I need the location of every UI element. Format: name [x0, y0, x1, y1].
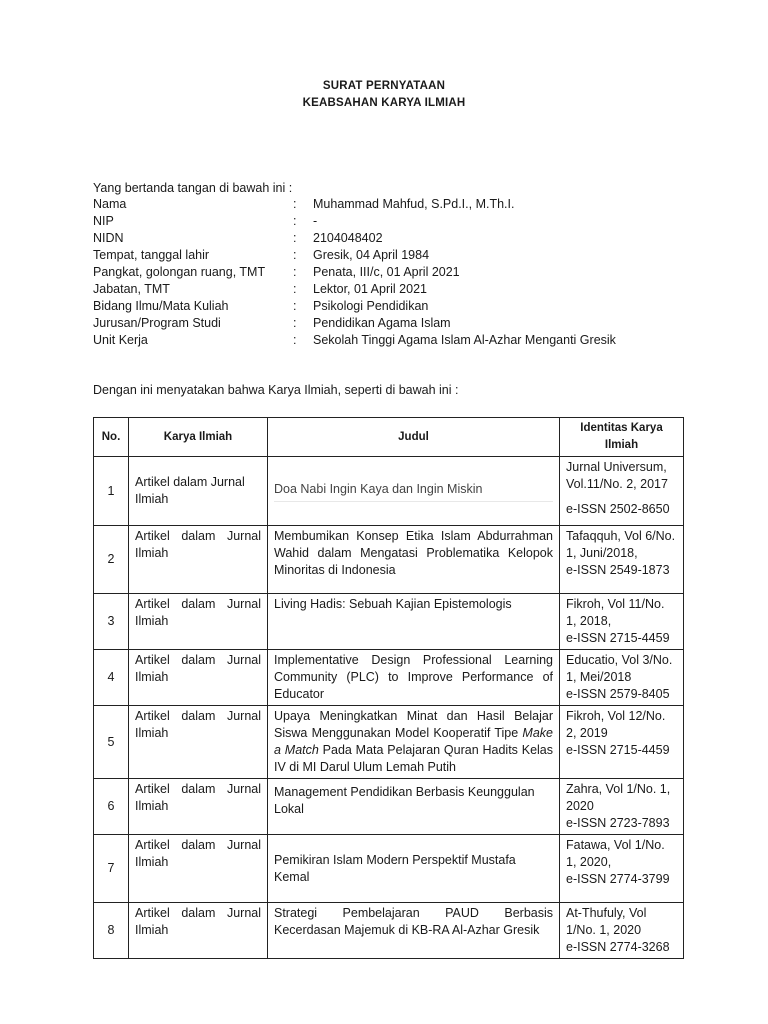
row-identitas: Zahra, Vol 1/No. 1, 2020 [566, 782, 671, 813]
statement-text: Dengan ini menyatakan bahwa Karya Ilmiah, seperti di bawah ini : [93, 383, 459, 397]
field-label: Jurusan/Program Studi [93, 316, 221, 330]
row-judul-italic: Make a Match [274, 726, 553, 757]
row-issn: e-ISSN 2715-4459 [566, 743, 670, 757]
header-judul: Judul [268, 418, 560, 457]
field-colon: : [293, 299, 297, 313]
field-label: Pangkat, golongan ruang, TMT [93, 265, 266, 279]
row-karya: Artikel dalam Jurnal Ilmiah [129, 594, 268, 650]
field-colon: : [293, 248, 297, 262]
row-number: 1 [94, 457, 129, 526]
field-label: Nama [93, 197, 127, 211]
row-judul-part: Pada Mata Pelajaran Quran Hadits Kelas IV di MI Darul Ulum Lemah Putih [274, 743, 554, 774]
row-judul-part: Upaya Meningkatkan Minat dan Hasil Belajar Siswa Menggunakan Model Kooperatif Tipe [274, 709, 553, 740]
field-value: - [313, 214, 318, 228]
row-identitas: Fikroh, Vol 11/No. 1, 2018, [566, 597, 665, 628]
row-karya: Artikel dalam Jurnal Ilmiah [129, 779, 268, 835]
table-row [94, 835, 684, 903]
row-judul [268, 706, 560, 779]
row-issn: e-ISSN 2502-8650 [566, 502, 670, 516]
field-value: Sekolah Tinggi Agama Islam Al-Azhar Menganti Gresik [313, 333, 616, 347]
field-value: Psikologi Pendidikan [313, 299, 429, 313]
row-identitas: Tafaqquh, Vol 6/No. 1, Juni/2018, [566, 529, 676, 560]
works-table [93, 417, 684, 959]
field-value: Penata, III/c, 01 April 2021 [313, 265, 460, 279]
document-subtitle: KEABSAHAN KARYA ILMIAH [302, 97, 466, 109]
header-identitas: Identitas Karya Ilmiah [560, 418, 684, 457]
row-issn: e-ISSN 2715-4459 [566, 631, 670, 645]
field-row [93, 213, 616, 230]
field-value: Gresik, 04 April 1984 [313, 248, 430, 262]
header-karya: Karya Ilmiah [129, 418, 268, 457]
row-judul: Doa Nabi Ingin Kaya dan Ingin Miskin [274, 481, 553, 502]
row-number: 7 [94, 835, 129, 903]
row-judul: Living Hadis: Sebuah Kajian Epistemologis [268, 594, 560, 650]
field-colon: : [293, 265, 297, 279]
row-issn: e-ISSN 2579-8405 [566, 687, 670, 701]
field-row [93, 196, 616, 213]
table-row [94, 903, 684, 959]
table-row [94, 594, 684, 650]
row-number: 6 [94, 779, 129, 835]
row-karya: Artikel dalam Jurnal Ilmiah [129, 835, 268, 903]
row-identitas: Fikroh, Vol 12/No. 2, 2019 [566, 709, 666, 740]
row-karya: Artikel dalam Jurnal Ilmiah [129, 706, 268, 779]
field-label: NIDN [93, 231, 124, 245]
row-issn: e-ISSN 2723-7893 [566, 816, 670, 830]
row-karya: Artikel dalam Jurnal Ilmiah [129, 526, 268, 594]
field-row [93, 281, 616, 298]
table-row [94, 650, 684, 706]
field-label: Jabatan, TMT [93, 282, 170, 296]
row-issn: e-ISSN 2774-3268 [566, 940, 670, 954]
field-row [93, 264, 616, 281]
field-colon: : [293, 214, 297, 228]
row-identitas: Educatio, Vol 3/No. 1, Mei/2018 [566, 653, 673, 684]
field-value: Lektor, 01 April 2021 [313, 282, 427, 296]
row-judul: Implementative Design Professional Learning Community (PLC) to Improve Performance of Educator [268, 650, 560, 706]
row-karya: Artikel dalam Jurnal Ilmiah [129, 650, 268, 706]
table-row [94, 457, 684, 526]
row-judul: Membumikan Konsep Etika Islam Abdurrahman Wahid dalam Mengatasi Problematika Kelopok Minoritas di Indonesia [268, 526, 560, 594]
field-colon: : [293, 231, 297, 245]
row-identitas: Jurnal Universum, Vol.11/No. 2, 2017 [566, 460, 668, 491]
row-number: 2 [94, 526, 129, 594]
field-row [93, 298, 616, 315]
field-value: Muhammad Mahfud, S.Pd.I., M.Th.I. [313, 197, 515, 211]
row-issn: e-ISSN 2549-1873 [566, 563, 670, 577]
field-row [93, 315, 616, 332]
row-identitas: At-Thufuly, Vol 1/No. 1, 2020 [566, 906, 647, 937]
table-row [94, 706, 684, 779]
table-row [94, 526, 684, 594]
field-colon: : [293, 282, 297, 296]
row-issn: e-ISSN 2774-3799 [566, 872, 670, 886]
row-number: 5 [94, 706, 129, 779]
field-row [93, 332, 616, 349]
header-no: No. [94, 418, 129, 457]
row-karya: Artikel dalam Jurnal Ilmiah [129, 903, 268, 959]
field-colon: : [293, 197, 297, 211]
row-identitas: Fatawa, Vol 1/No. 1, 2020, [566, 838, 665, 869]
row-number: 8 [94, 903, 129, 959]
field-row [93, 247, 616, 264]
identity-fields [93, 196, 616, 349]
field-label: Unit Kerja [93, 333, 148, 347]
row-judul: Strategi Pembelajaran PAUD Berbasis Kecerdasan Majemuk di KB-RA Al-Azhar Gresik [268, 903, 560, 959]
field-value: 2104048402 [313, 231, 383, 245]
intro-text: Yang bertanda tangan di bawah ini : [93, 181, 293, 195]
field-colon: : [293, 316, 297, 330]
row-judul: Management Pendidikan Berbasis Keunggulan Lokal [268, 779, 560, 835]
row-judul: Pemikiran Islam Modern Perspektif Mustafa Kemal [268, 835, 560, 903]
field-label: Bidang Ilmu/Mata Kuliah [93, 299, 229, 313]
row-number: 4 [94, 650, 129, 706]
row-karya: Artikel dalam Jurnal Ilmiah [129, 457, 268, 526]
document-title: SURAT PERNYATAAN [322, 80, 446, 92]
field-row [93, 230, 616, 247]
field-label: Tempat, tanggal lahir [93, 248, 210, 262]
field-colon: : [293, 333, 297, 347]
field-value: Pendidikan Agama Islam [313, 316, 451, 330]
row-number: 3 [94, 594, 129, 650]
table-row [94, 779, 684, 835]
field-label: NIP [93, 214, 114, 228]
